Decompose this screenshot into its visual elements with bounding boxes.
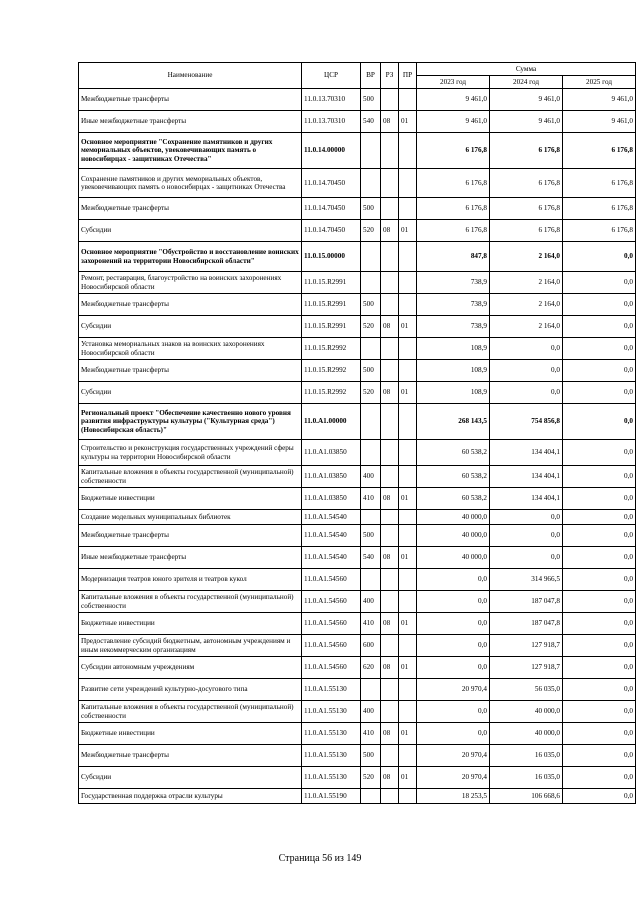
row-vr-code: 400 — [361, 466, 381, 488]
row-vr-code: 500 — [361, 294, 381, 316]
row-pr-code — [399, 294, 417, 316]
row-sum-2025: 0,0 — [563, 525, 636, 547]
row-name: Создание модельных муниципальных библиотек — [79, 510, 302, 525]
row-sum-2025: 0,0 — [563, 466, 636, 488]
row-rz-code: 08 — [381, 547, 399, 569]
row-sum-2024: 187 047,8 — [490, 591, 563, 613]
row-sum-2023: 18 253,5 — [417, 789, 490, 804]
row-sum-2024: 0,0 — [490, 510, 563, 525]
row-vr-code: 400 — [361, 591, 381, 613]
table-row — [79, 316, 636, 338]
row-sum-2024: 56 035,0 — [490, 679, 563, 701]
row-sum-2024: 6 176,8 — [490, 133, 563, 169]
row-sum-2025: 9 461,0 — [563, 111, 636, 133]
row-sum-2024: 6 176,8 — [490, 169, 563, 198]
row-rz-code — [381, 169, 399, 198]
row-rz-code — [381, 242, 399, 272]
row-rz-code: 08 — [381, 723, 399, 745]
row-sum-2024: 127 918,7 — [490, 657, 563, 679]
row-sum-2023: 847,8 — [417, 242, 490, 272]
row-sum-2025: 0,0 — [563, 382, 636, 404]
table-row — [79, 169, 636, 198]
row-rz-code — [381, 591, 399, 613]
header-row-top — [79, 63, 636, 76]
row-vr-code: 410 — [361, 723, 381, 745]
row-pr-code — [399, 198, 417, 220]
row-pr-code — [399, 89, 417, 111]
row-vr-code: 410 — [361, 613, 381, 635]
row-pr-code — [399, 242, 417, 272]
row-sum-2025: 0,0 — [563, 294, 636, 316]
row-sum-2024: 2 164,0 — [490, 294, 563, 316]
row-sum-2024: 2 164,0 — [490, 242, 563, 272]
row-pr-code — [399, 701, 417, 723]
row-sum-2023: 60 538,2 — [417, 440, 490, 466]
row-pr-code: 01 — [399, 220, 417, 242]
row-csr-code: 11.0.15.R2992 — [302, 382, 361, 404]
row-rz-code — [381, 338, 399, 360]
row-vr-code: 410 — [361, 488, 381, 510]
row-csr-code: 11.0.15.R2991 — [302, 272, 361, 294]
row-sum-2023: 0,0 — [417, 635, 490, 657]
row-sum-2025: 9 461,0 — [563, 89, 636, 111]
row-pr-code: 01 — [399, 316, 417, 338]
budget-sheet — [78, 62, 635, 804]
row-vr-code — [361, 510, 381, 525]
row-pr-code — [399, 569, 417, 591]
row-rz-code: 08 — [381, 488, 399, 510]
row-csr-code: 11.0.A1.55130 — [302, 701, 361, 723]
row-sum-2024: 16 035,0 — [490, 767, 563, 789]
row-sum-2024: 0,0 — [490, 525, 563, 547]
header-sum: Сумма — [417, 63, 636, 76]
row-sum-2024: 2 164,0 — [490, 272, 563, 294]
row-sum-2023: 0,0 — [417, 569, 490, 591]
row-csr-code: 11.0.A1.54540 — [302, 547, 361, 569]
row-pr-code: 01 — [399, 382, 417, 404]
row-csr-code: 11.0.13.70310 — [302, 89, 361, 111]
row-sum-2025: 0,0 — [563, 635, 636, 657]
row-sum-2023: 40 000,0 — [417, 525, 490, 547]
row-sum-2025: 0,0 — [563, 510, 636, 525]
row-sum-2023: 0,0 — [417, 701, 490, 723]
row-rz-code: 08 — [381, 316, 399, 338]
row-vr-code — [361, 133, 381, 169]
row-sum-2025: 0,0 — [563, 723, 636, 745]
table-row — [79, 767, 636, 789]
row-sum-2023: 6 176,8 — [417, 169, 490, 198]
row-pr-code — [399, 169, 417, 198]
row-sum-2023: 6 176,8 — [417, 198, 490, 220]
row-sum-2024: 6 176,8 — [490, 198, 563, 220]
row-rz-code — [381, 635, 399, 657]
row-sum-2024: 0,0 — [490, 360, 563, 382]
row-sum-2025: 0,0 — [563, 789, 636, 804]
budget-table — [78, 62, 636, 804]
row-name: Строительство и реконструкция государственных учреждений сферы культуры на территории Новосибирской области — [79, 440, 302, 466]
row-name: Модернизация театров юного зрителя и театров кукол — [79, 569, 302, 591]
row-sum-2025: 0,0 — [563, 360, 636, 382]
header-rz: РЗ — [381, 63, 399, 89]
row-pr-code: 01 — [399, 547, 417, 569]
row-sum-2025: 0,0 — [563, 272, 636, 294]
row-name: Государственная поддержка отрасли культуры — [79, 789, 302, 804]
table-row — [79, 111, 636, 133]
row-vr-code: 620 — [361, 657, 381, 679]
row-csr-code: 11.0.A1.54560 — [302, 569, 361, 591]
row-sum-2025: 0,0 — [563, 767, 636, 789]
row-sum-2023: 738,9 — [417, 272, 490, 294]
table-row — [79, 613, 636, 635]
row-name: Основное мероприятие "Обустройство и восстановление воинских захоронений на территории Новосибирской области" — [79, 242, 302, 272]
row-name: Бюджетные инвестиции — [79, 723, 302, 745]
row-sum-2025: 0,0 — [563, 591, 636, 613]
row-csr-code: 11.0.15.R2991 — [302, 316, 361, 338]
row-csr-code: 11.0.15.R2992 — [302, 360, 361, 382]
table-row — [79, 272, 636, 294]
table-row — [79, 547, 636, 569]
row-csr-code: 11.0.A1.55130 — [302, 767, 361, 789]
row-sum-2024: 9 461,0 — [490, 89, 563, 111]
table-row — [79, 679, 636, 701]
header-csr: ЦСР — [302, 63, 361, 89]
row-sum-2023: 9 461,0 — [417, 111, 490, 133]
row-name: Бюджетные инвестиции — [79, 488, 302, 510]
row-sum-2023: 20 970,4 — [417, 767, 490, 789]
row-pr-code — [399, 338, 417, 360]
row-vr-code: 500 — [361, 525, 381, 547]
row-sum-2023: 6 176,8 — [417, 220, 490, 242]
row-sum-2023: 40 000,0 — [417, 547, 490, 569]
row-sum-2025: 0,0 — [563, 242, 636, 272]
row-csr-code: 11.0.A1.03850 — [302, 440, 361, 466]
row-sum-2023: 0,0 — [417, 657, 490, 679]
table-row — [79, 220, 636, 242]
table-row — [79, 404, 636, 440]
row-name: Субсидии — [79, 316, 302, 338]
row-vr-code — [361, 404, 381, 440]
row-sum-2024: 0,0 — [490, 382, 563, 404]
row-rz-code — [381, 404, 399, 440]
row-name: Субсидии — [79, 382, 302, 404]
row-sum-2024: 106 668,6 — [490, 789, 563, 804]
row-csr-code: 11.0.15.00000 — [302, 242, 361, 272]
row-name: Региональный проект "Обеспечение качественно нового уровня развития инфраструктуры культуры ("Культурная среда") (Новосибирская область)" — [79, 404, 302, 440]
table-row — [79, 198, 636, 220]
row-sum-2025: 0,0 — [563, 316, 636, 338]
row-sum-2025: 0,0 — [563, 547, 636, 569]
row-pr-code — [399, 466, 417, 488]
table-row — [79, 701, 636, 723]
row-vr-code: 520 — [361, 220, 381, 242]
row-sum-2023: 20 970,4 — [417, 679, 490, 701]
row-csr-code: 11.0.A1.00000 — [302, 404, 361, 440]
row-pr-code — [399, 591, 417, 613]
row-sum-2024: 134 404,1 — [490, 488, 563, 510]
row-name: Капитальные вложения в объекты государственной (муниципальной) собственности — [79, 466, 302, 488]
row-pr-code — [399, 679, 417, 701]
page-number: Страница 56 из 149 — [278, 853, 362, 864]
row-name: Субсидии — [79, 767, 302, 789]
row-csr-code: 11.0.A1.55130 — [302, 679, 361, 701]
row-rz-code: 08 — [381, 111, 399, 133]
row-csr-code: 11.0.A1.54540 — [302, 525, 361, 547]
table-row — [79, 466, 636, 488]
row-sum-2023: 108,9 — [417, 382, 490, 404]
row-vr-code — [361, 789, 381, 804]
row-vr-code: 400 — [361, 701, 381, 723]
table-row — [79, 569, 636, 591]
row-sum-2023: 0,0 — [417, 723, 490, 745]
row-rz-code: 08 — [381, 220, 399, 242]
row-vr-code: 520 — [361, 767, 381, 789]
row-sum-2025: 6 176,8 — [563, 169, 636, 198]
row-vr-code: 500 — [361, 198, 381, 220]
row-csr-code: 11.0.13.70310 — [302, 111, 361, 133]
row-name: Развитие сети учреждений культурно-досугового типа — [79, 679, 302, 701]
row-rz-code — [381, 133, 399, 169]
row-name: Установка мемориальных знаков на воинских захоронениях Новосибирской области — [79, 338, 302, 360]
row-sum-2024: 754 856,8 — [490, 404, 563, 440]
row-vr-code — [361, 338, 381, 360]
header-pr: ПР — [399, 63, 417, 89]
row-sum-2025: 0,0 — [563, 679, 636, 701]
row-pr-code — [399, 789, 417, 804]
row-rz-code: 08 — [381, 613, 399, 635]
table-row — [79, 591, 636, 613]
table-row — [79, 382, 636, 404]
row-name: Капитальные вложения в объекты государственной (муниципальной) собственности — [79, 701, 302, 723]
table-row — [79, 745, 636, 767]
table-row — [79, 338, 636, 360]
row-sum-2023: 0,0 — [417, 591, 490, 613]
row-sum-2025: 6 176,8 — [563, 133, 636, 169]
row-csr-code: 11.0.A1.55130 — [302, 745, 361, 767]
row-csr-code: 11.0.A1.55130 — [302, 723, 361, 745]
table-row — [79, 242, 636, 272]
row-sum-2024: 187 047,8 — [490, 613, 563, 635]
row-sum-2024: 0,0 — [490, 547, 563, 569]
row-sum-2025: 0,0 — [563, 613, 636, 635]
row-sum-2024: 6 176,8 — [490, 220, 563, 242]
row-vr-code: 540 — [361, 111, 381, 133]
row-rz-code — [381, 440, 399, 466]
table-row — [79, 510, 636, 525]
row-pr-code — [399, 404, 417, 440]
table-row — [79, 723, 636, 745]
row-sum-2023: 738,9 — [417, 316, 490, 338]
row-vr-code — [361, 569, 381, 591]
row-sum-2023: 20 970,4 — [417, 745, 490, 767]
row-csr-code: 11.0.A1.54560 — [302, 591, 361, 613]
row-csr-code: 11.0.14.70450 — [302, 169, 361, 198]
row-name: Основное мероприятие "Сохранение памятников и других мемориальных объектов, увековечивающих память о новосибирцах - защитниках Отечества" — [79, 133, 302, 169]
row-rz-code — [381, 272, 399, 294]
row-sum-2025: 0,0 — [563, 440, 636, 466]
row-sum-2023: 40 000,0 — [417, 510, 490, 525]
row-csr-code: 11.0.14.70450 — [302, 198, 361, 220]
row-csr-code: 11.0.A1.03850 — [302, 466, 361, 488]
row-sum-2024: 127 918,7 — [490, 635, 563, 657]
row-csr-code: 11.0.A1.55190 — [302, 789, 361, 804]
row-rz-code — [381, 525, 399, 547]
row-name: Межбюджетные трансферты — [79, 360, 302, 382]
row-csr-code: 11.0.14.00000 — [302, 133, 361, 169]
row-name: Предоставление субсидий бюджетным, автономным учреждениям и иным некоммерческим организациям — [79, 635, 302, 657]
header-year-2023: 2023 год — [417, 76, 490, 89]
table-row — [79, 294, 636, 316]
row-csr-code: 11.0.A1.54560 — [302, 613, 361, 635]
header-name: Наименование — [79, 63, 302, 89]
row-sum-2025: 0,0 — [563, 338, 636, 360]
row-sum-2023: 9 461,0 — [417, 89, 490, 111]
table-row — [79, 488, 636, 510]
row-sum-2024: 40 000,0 — [490, 701, 563, 723]
row-sum-2024: 0,0 — [490, 338, 563, 360]
row-rz-code — [381, 294, 399, 316]
row-vr-code — [361, 242, 381, 272]
row-pr-code — [399, 272, 417, 294]
row-vr-code: 600 — [361, 635, 381, 657]
row-name: Межбюджетные трансферты — [79, 525, 302, 547]
row-vr-code: 500 — [361, 745, 381, 767]
row-sum-2025: 0,0 — [563, 488, 636, 510]
row-pr-code — [399, 510, 417, 525]
table-row — [79, 635, 636, 657]
row-vr-code — [361, 169, 381, 198]
row-csr-code: 11.0.15.R2992 — [302, 338, 361, 360]
row-name: Межбюджетные трансферты — [79, 294, 302, 316]
header-vr: ВР — [361, 63, 381, 89]
row-pr-code: 01 — [399, 723, 417, 745]
row-rz-code — [381, 198, 399, 220]
row-pr-code — [399, 440, 417, 466]
row-sum-2023: 108,9 — [417, 338, 490, 360]
row-csr-code: 11.0.15.R2991 — [302, 294, 361, 316]
row-sum-2025: 6 176,8 — [563, 198, 636, 220]
row-rz-code — [381, 679, 399, 701]
row-name: Иные межбюджетные трансферты — [79, 111, 302, 133]
table-row — [79, 133, 636, 169]
row-sum-2024: 2 164,0 — [490, 316, 563, 338]
row-pr-code: 01 — [399, 767, 417, 789]
row-vr-code: 500 — [361, 89, 381, 111]
row-name: Субсидии — [79, 220, 302, 242]
row-sum-2025: 0,0 — [563, 701, 636, 723]
row-rz-code — [381, 745, 399, 767]
row-name: Сохранение памятников и других мемориальных объектов, увековечивающих память о новосибирцах - защитниках Отечества — [79, 169, 302, 198]
row-sum-2024: 40 000,0 — [490, 723, 563, 745]
row-sum-2024: 9 461,0 — [490, 111, 563, 133]
row-name: Субсидии автономным учреждениям — [79, 657, 302, 679]
row-sum-2023: 60 538,2 — [417, 488, 490, 510]
row-vr-code — [361, 679, 381, 701]
row-vr-code — [361, 272, 381, 294]
row-sum-2024: 134 404,1 — [490, 440, 563, 466]
table-row — [79, 789, 636, 804]
row-pr-code — [399, 133, 417, 169]
row-pr-code: 01 — [399, 488, 417, 510]
row-csr-code: 11.0.14.70450 — [302, 220, 361, 242]
row-rz-code — [381, 466, 399, 488]
row-rz-code: 08 — [381, 657, 399, 679]
row-sum-2025: 0,0 — [563, 745, 636, 767]
row-rz-code — [381, 569, 399, 591]
row-vr-code: 520 — [361, 382, 381, 404]
row-pr-code: 01 — [399, 657, 417, 679]
row-sum-2023: 60 538,2 — [417, 466, 490, 488]
row-sum-2024: 314 966,5 — [490, 569, 563, 591]
row-name: Межбюджетные трансферты — [79, 745, 302, 767]
row-rz-code — [381, 89, 399, 111]
row-sum-2024: 16 035,0 — [490, 745, 563, 767]
table-row — [79, 440, 636, 466]
row-sum-2025: 0,0 — [563, 404, 636, 440]
row-sum-2023: 108,9 — [417, 360, 490, 382]
row-vr-code: 500 — [361, 360, 381, 382]
row-sum-2025: 0,0 — [563, 657, 636, 679]
row-rz-code: 08 — [381, 382, 399, 404]
row-name: Ремонт, реставрация, благоустройство на воинских захоронениях Новосибирской области — [79, 272, 302, 294]
table-row — [79, 360, 636, 382]
row-rz-code: 08 — [381, 767, 399, 789]
row-pr-code — [399, 525, 417, 547]
row-name: Межбюджетные трансферты — [79, 89, 302, 111]
row-csr-code: 11.0.A1.54540 — [302, 510, 361, 525]
row-rz-code — [381, 510, 399, 525]
row-sum-2023: 268 143,5 — [417, 404, 490, 440]
row-pr-code — [399, 360, 417, 382]
table-row — [79, 525, 636, 547]
row-name: Капитальные вложения в объекты государственной (муниципальной) собственности — [79, 591, 302, 613]
row-csr-code: 11.0.A1.03850 — [302, 488, 361, 510]
row-sum-2025: 0,0 — [563, 569, 636, 591]
row-sum-2025: 6 176,8 — [563, 220, 636, 242]
row-csr-code: 11.0.A1.54560 — [302, 657, 361, 679]
header-year-2025: 2025 год — [563, 76, 636, 89]
row-name: Иные межбюджетные трансферты — [79, 547, 302, 569]
row-rz-code — [381, 789, 399, 804]
table-row — [79, 89, 636, 111]
row-vr-code: 540 — [361, 547, 381, 569]
table-body — [79, 89, 636, 804]
table-row — [79, 657, 636, 679]
row-rz-code — [381, 701, 399, 723]
row-rz-code — [381, 360, 399, 382]
row-name: Бюджетные инвестиции — [79, 613, 302, 635]
row-pr-code: 01 — [399, 111, 417, 133]
row-sum-2023: 0,0 — [417, 613, 490, 635]
row-pr-code — [399, 635, 417, 657]
row-pr-code — [399, 745, 417, 767]
row-vr-code — [361, 440, 381, 466]
row-sum-2023: 738,9 — [417, 294, 490, 316]
row-pr-code: 01 — [399, 613, 417, 635]
row-name: Межбюджетные трансферты — [79, 198, 302, 220]
header-year-2024: 2024 год — [490, 76, 563, 89]
row-csr-code: 11.0.A1.54560 — [302, 635, 361, 657]
row-sum-2023: 6 176,8 — [417, 133, 490, 169]
row-sum-2024: 134 404,1 — [490, 466, 563, 488]
row-vr-code: 520 — [361, 316, 381, 338]
